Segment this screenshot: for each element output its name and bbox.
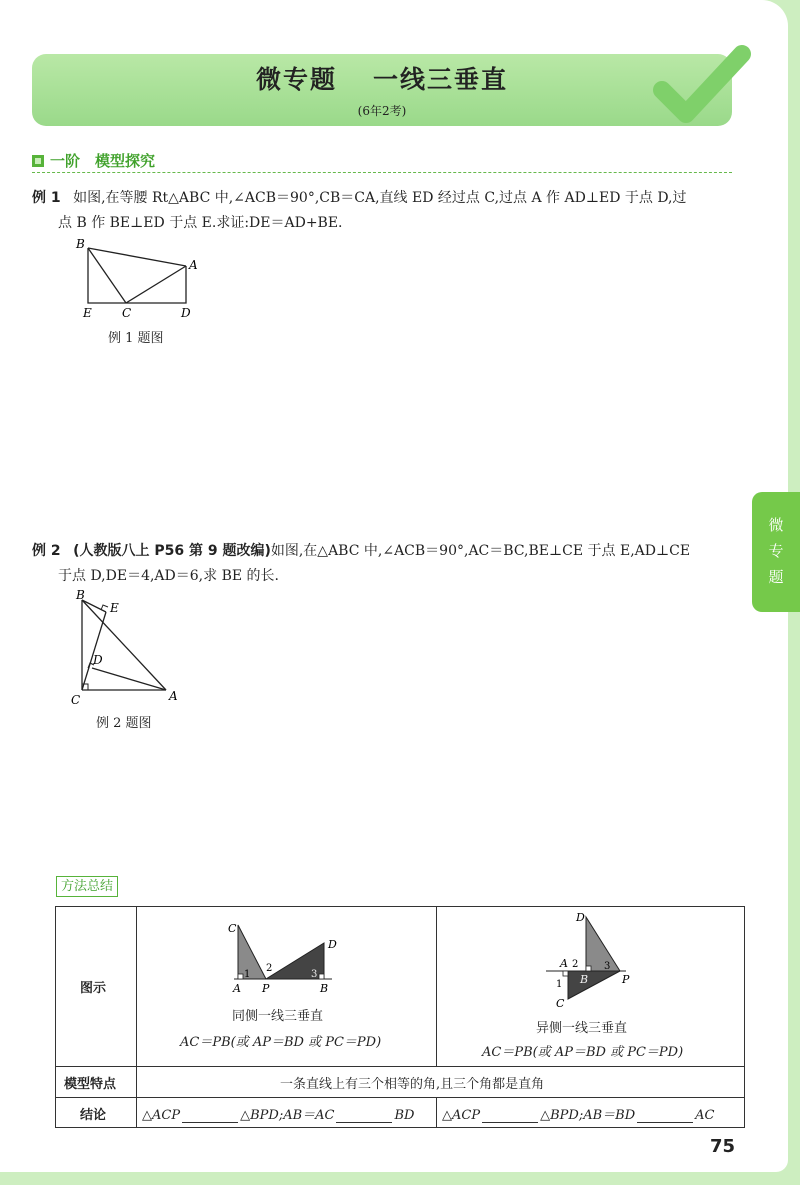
side-tab-char: 专	[768, 542, 784, 560]
example-1	[32, 186, 752, 236]
model-feature-text: 一条直线上有三个相等的角,且三个角都是直角	[280, 1077, 545, 1092]
point-label: A	[189, 258, 198, 272]
angle-label: 2	[266, 963, 273, 974]
table-row-head: 图示	[80, 981, 107, 996]
checkmark-icon	[642, 40, 752, 130]
conclusion-right	[442, 1104, 714, 1123]
example-2-caption: 例 2 题图	[96, 716, 152, 731]
example-2-line1: 如图,在△ABC 中,∠ACB＝90°,AC＝BC,BE⊥CE 于点 E,AD⊥CE	[270, 543, 691, 559]
point-label: B	[76, 588, 85, 602]
example-1-label: 例 1	[32, 190, 61, 206]
point-label: A	[169, 689, 178, 703]
point-label: C	[71, 693, 81, 707]
title-banner	[32, 54, 732, 126]
opposite-side-figure	[540, 911, 650, 1011]
angle-label: 2	[572, 959, 579, 970]
point-label: D	[328, 938, 337, 951]
side-tab-char: 微	[768, 516, 784, 534]
opposite-side-caption: 异侧一线三垂直	[536, 1021, 628, 1036]
point-label: B	[76, 237, 85, 251]
table-row-head: 模型特点	[64, 1077, 117, 1092]
answer-blank[interactable]	[637, 1108, 693, 1123]
point-label: P	[622, 973, 630, 986]
example-1-line2: 点 B 作 BE⊥ED 于点 E.求证:DE＝AD+BE.	[58, 215, 343, 231]
opposite-side-formula: AC＝PB(或 AP＝BD 或 PC＝PD)	[482, 1045, 684, 1060]
point-label: A	[233, 982, 241, 995]
point-label: B	[320, 982, 329, 995]
angle-label: 3	[604, 961, 611, 972]
conclusion-text: △BPD;AB＝AC	[240, 1108, 335, 1123]
same-side-caption: 同侧一线三垂直	[232, 1009, 324, 1024]
answer-blank[interactable]	[336, 1108, 392, 1123]
section-heading	[32, 150, 732, 173]
method-summary-label: 方法总结	[56, 876, 118, 897]
section-square-icon	[32, 155, 44, 167]
summary-table	[55, 906, 745, 1128]
example-2-figure	[66, 588, 186, 708]
side-tab	[752, 492, 800, 612]
page-title	[32, 60, 732, 96]
table-row-head: 结论	[80, 1108, 107, 1123]
point-label: D	[181, 306, 191, 320]
title-right: 一线三垂直	[373, 65, 509, 94]
title-left: 微专题	[255, 65, 337, 94]
angle-label: 1	[556, 979, 563, 990]
example-2-label: 例 2	[32, 543, 61, 559]
point-label: D	[93, 653, 103, 667]
example-2-line2: 于点 D,DE＝4,AD＝6,求 BE 的长.	[58, 568, 279, 584]
conclusion-text: AC	[695, 1108, 715, 1123]
angle-label: 1	[244, 969, 251, 980]
page-number: 75	[710, 1136, 736, 1157]
angle-label: 3	[311, 969, 318, 980]
point-label: E	[83, 306, 92, 320]
answer-blank[interactable]	[182, 1108, 238, 1123]
same-side-formula: AC＝PB(或 AP＝BD 或 PC＝PD)	[180, 1035, 382, 1050]
conclusion-text: BD	[394, 1108, 415, 1123]
point-label: C	[122, 306, 132, 320]
conclusion-left	[142, 1104, 414, 1123]
point-label: B	[580, 973, 589, 986]
point-label: C	[228, 922, 237, 935]
example-2-source: (人教版八上 P56 第 9 题改编)	[73, 543, 271, 559]
point-label: D	[576, 911, 585, 924]
example-1-caption: 例 1 题图	[108, 331, 164, 346]
example-1-figure	[70, 236, 210, 322]
example-2	[32, 539, 752, 589]
side-tab-char: 题	[768, 568, 784, 586]
same-side-figure	[224, 919, 344, 999]
conclusion-text: △ACP	[442, 1108, 481, 1123]
point-label: E	[110, 601, 119, 615]
point-label: C	[556, 997, 565, 1010]
conclusion-text: △ACP	[142, 1108, 181, 1123]
section-title: 一阶 模型探究	[50, 152, 156, 170]
page-subtitle: (6年2考)	[357, 104, 407, 118]
point-label: A	[560, 957, 568, 970]
example-1-line1: 如图,在等腰 Rt△ABC 中,∠ACB＝90°,CB＝CA,直线 ED 经过点 C,过点 A 作 AD⊥ED 于点 D,过	[73, 190, 687, 206]
answer-blank[interactable]	[482, 1108, 538, 1123]
point-label: P	[262, 982, 270, 995]
conclusion-text: △BPD;AB＝BD	[540, 1108, 636, 1123]
